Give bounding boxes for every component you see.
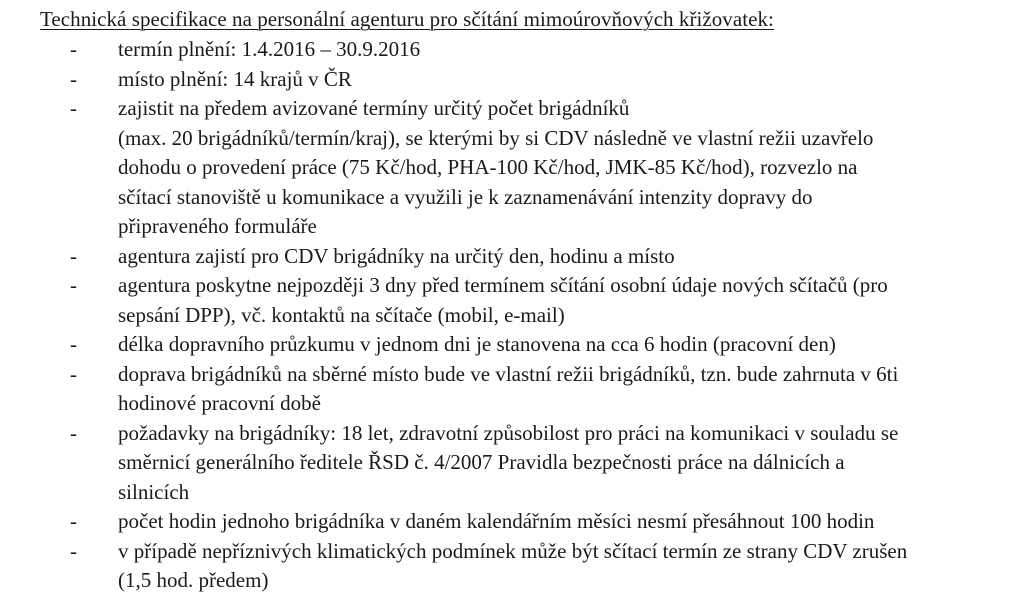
list-item-text: hodinové pracovní době: [118, 391, 321, 415]
bullet-dash: -: [70, 509, 77, 533]
list-item-text: místo plnění: 14 krajů v ČR: [118, 66, 352, 91]
list-item-text: délka dopravního průzkumu v jednom dni je stanovena na cca 6 hodin (pracovní den): [118, 332, 836, 356]
bullet-dash: -: [70, 37, 77, 61]
list-item: [0, 537, 1023, 596]
list-item: [0, 65, 1023, 95]
list-item: [0, 35, 1023, 65]
list-item-text: sčítací stanoviště u komunikace a využili je k zaznamenávání intenzity dopravy do: [118, 184, 813, 209]
list-item-text: silnicích: [118, 479, 190, 504]
list-item-text: termín plnění: 1.4.2016 – 30.9.2016: [118, 37, 421, 61]
list-item-text: sepsání DPP), vč. kontaktů na sčítače (mobil, e-mail): [118, 302, 565, 327]
list-item: [0, 242, 1023, 272]
list-item: [0, 271, 1023, 330]
list-item-text: dohodu o provedení práce (75 Kč/hod, PHA-100 Kč/hod, JMK-85 Kč/hod), rozvezlo na: [118, 155, 858, 179]
list-item-text: připraveného formuláře: [118, 214, 317, 238]
bullet-dash: -: [70, 361, 77, 386]
list-item-text: (max. 20 brigádníků/termín/kraj), se kterými by si CDV následně ve vlastní režii uzavřelo: [118, 125, 874, 150]
specification-list: [0, 35, 1023, 596]
list-item: [0, 94, 1023, 242]
bullet-dash: -: [70, 96, 77, 120]
document-title: Technická specifikace na personální agenturu pro sčítání mimoúrovňových křižovatek:: [40, 7, 774, 31]
bullet-dash: -: [70, 243, 77, 268]
list-item-text: směrnicí generálního ředitele ŘSD č. 4/2007 Pravidla bezpečnosti práce na dálnicích a: [118, 450, 845, 474]
bullet-dash: -: [70, 420, 77, 445]
list-item-text: (1,5 hod. předem): [118, 568, 269, 592]
list-item-text: doprava brigádníků na sběrné místo bude ve vlastní režii brigádníků, tzn. bude zahrnuta v 6ti: [118, 361, 899, 386]
list-item-text: agentura poskytne nejpozději 3 dny před termínem sčítání osobní údaje nových sčítačů (pro: [118, 273, 888, 297]
list-item: [0, 330, 1023, 360]
list-item-text: zajistit na předem avizované termíny určitý počet brigádníků: [118, 96, 630, 120]
list-item-text: počet hodin jednoho brigádníka v daném kalendářním měsíci nesmí přesáhnout 100 hodin: [118, 509, 875, 533]
bullet-dash: -: [70, 273, 77, 297]
list-item: [0, 507, 1023, 537]
list-item-text: v případě nepříznivých klimatických podmínek může být sčítací termín ze strany CDV zrušen: [118, 538, 908, 563]
bullet-dash: -: [70, 66, 77, 91]
list-item-text: požadavky na brigádníky: 18 let, zdravotní způsobilost pro práci na komunikaci v souladu se: [118, 420, 899, 445]
list-item-text: agentura zajistí pro CDV brigádníky na určitý den, hodinu a místo: [118, 243, 675, 268]
bullet-dash: -: [70, 538, 77, 563]
list-item: [0, 360, 1023, 419]
bullet-dash: -: [70, 332, 77, 356]
list-item: [0, 419, 1023, 508]
